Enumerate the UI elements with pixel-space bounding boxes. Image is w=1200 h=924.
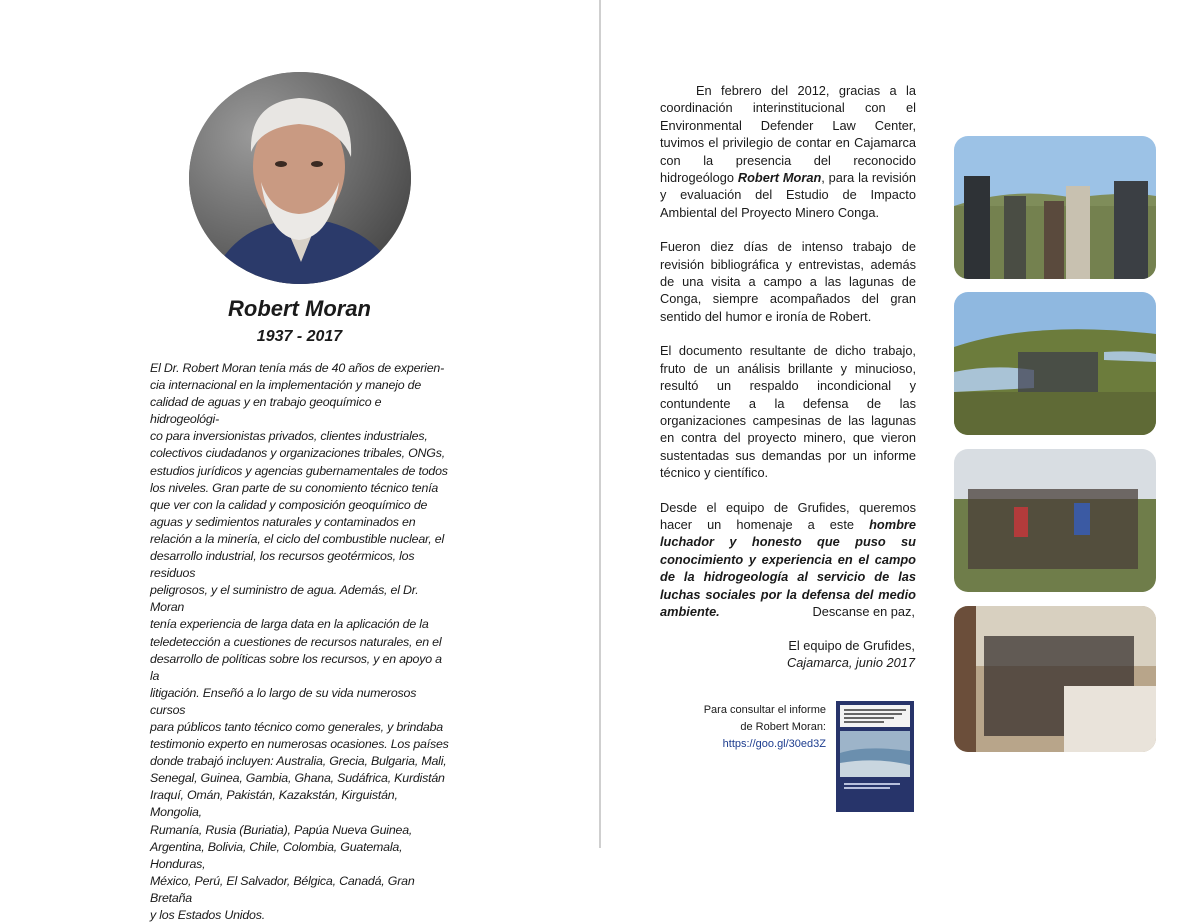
bio-line: Senegal, Guinea, Gambia, Ghana, Sudáfrica, Kurdistán [150, 771, 445, 786]
paragraph-4: Desde el equipo de Grufides, queremos hacer un homenaje a este hombre luchador y honesto que puso su conocimiento y experiencia en el campo de la hidrogeología al servicio de las luchas sociales por la defensa del medio ambiente. [660, 499, 916, 619]
bio-line: litigación. Enseñó a lo largo de su vida numerosos cursos [150, 685, 417, 717]
bio-line: y los Estados Unidos. [150, 908, 265, 922]
bio-text [150, 360, 450, 924]
report-consult: Para consultar el informe de Robert Moran: https://goo.gl/30ed3Z [692, 702, 826, 753]
bio-line: para públicos tanto técnico como generales, y brindaba [150, 719, 443, 734]
paragraph-2: Fueron diez días de intenso trabajo de revisión bibliográfica y entrevistas, además de una visita a campo a las lagunas de Conga, siempre acompañados del gran sentido del humor e ironía de Robert. [660, 239, 916, 324]
bio-line: aguas y sedimientos naturales y contaminados en [150, 514, 416, 529]
bio-line: Iraquí, Omán, Pakistán, Kazakstán, Kirguistán, Mongolia, [150, 788, 398, 820]
bio-line: tenía experiencia de larga data en la aplicación de la [150, 617, 429, 632]
bio-line: México, Perú, El Salvador, Bélgica, Canadá, Gran Bretaña [150, 873, 415, 905]
bio-line: El Dr. Robert Moran tenía más de 40 años de experien- [150, 361, 445, 375]
photo-indoor-gathering [954, 606, 1156, 752]
paragraph-1: En febrero del 2012, gracias a la coordinación interinstitucional con el Environmental Defender Law Center, tuvimos el privilegio de contar en Cajamarca con la presencia del reconocido hidrogeólogo Robert Moran, para la revisión y evaluación del Estudio de Impacto Ambiental del Proyecto Minero Conga. [660, 83, 916, 220]
bio-line: cia internacional en la implementación y manejo de [150, 378, 422, 393]
tribute-text [660, 82, 916, 637]
photo-lagoon-group [954, 292, 1156, 435]
signature: El equipo de Grufides, Cajamarca, junio 2017 [786, 638, 915, 671]
bio-line: Argentina, Bolivia, Chile, Colombia, Guatemala, Honduras, [150, 839, 403, 871]
bio-line: peligrosos, y el suministro de agua. Además, el Dr. Moran [150, 583, 419, 615]
bio-line: Rumanía, Rusia (Buriatia), Papúa Nueva Guinea, [150, 822, 413, 837]
bio-line: desarrollo industrial, los recursos geotérmicos, los residuos [150, 549, 415, 581]
report-link[interactable]: https://goo.gl/30ed3Z [722, 738, 826, 750]
bio-line: co para inversionistas privados, clientes industriales, [150, 429, 428, 444]
bio-line: estudios jurídicos y agencias gubernamentales de todos [150, 463, 448, 478]
bio-line: los niveles. Gran parte de su conomiento técnico tenía [150, 480, 439, 495]
bio-line: desarrollo de políticas sobre los recursos, y en apoyo a la [150, 651, 442, 683]
bio-line: testimonio experto en numerosas ocasiones. Los países [150, 737, 449, 752]
bio-line: que ver con la calidad y composición geoquímico de [150, 497, 428, 512]
bio-name: Robert Moran [228, 296, 371, 321]
bio-line: teledetección a cuestiones de recursos naturales, en el [150, 634, 442, 649]
report-cover-image [836, 701, 914, 812]
bio-line: colectivos ciudadanos y organizaciones tribales, ONGs, [150, 446, 445, 461]
photo-field-team [954, 136, 1156, 279]
portrait-photo [189, 72, 411, 284]
farewell: Descanse en paz, [812, 604, 915, 619]
left-page [0, 0, 599, 922]
bio-line: donde trabajó incluyen: Australia, Grecia, Bulgaria, Mali, [150, 754, 447, 769]
paragraph-3: El documento resultante de dicho trabajo, fruto de un análisis brillante y minucioso, resultó un respaldo incondicional y contundente a la defensa de las organizaciones campesinas de las lagunas en contra del proyecto minero, que vieron sustentadas sus demandas por un informe técnico y científico. [660, 343, 916, 481]
bio-line: relación a la minería, el ciclo del combustible nuclear, el [150, 531, 444, 546]
photo-community-group [954, 449, 1156, 592]
bio-line: calidad de aguas y en trabajo geoquímico e hidrogeológi- [150, 395, 382, 427]
bio-years: 1937 - 2017 [256, 328, 343, 345]
